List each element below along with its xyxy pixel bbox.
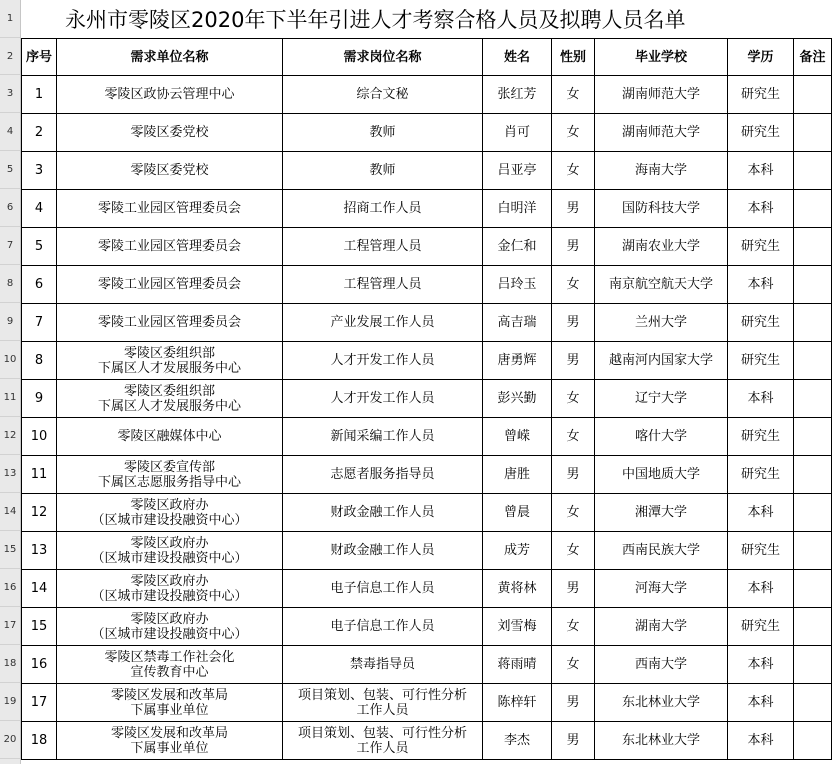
row-number[interactable]: 3 — [0, 75, 20, 113]
cell-position[interactable]: 财政金融工作人员 — [283, 532, 483, 570]
header-school[interactable]: 毕业学校 — [595, 39, 728, 76]
cell-name[interactable]: 高吉瑞 — [483, 304, 552, 342]
cell-gender[interactable]: 女 — [552, 76, 595, 114]
cell-seq[interactable]: 2 — [22, 114, 57, 152]
cell-seq[interactable]: 8 — [22, 342, 57, 380]
row-number[interactable]: 8 — [0, 265, 20, 303]
cell-position[interactable]: 工程管理人员 — [283, 228, 483, 266]
cell-gender[interactable]: 男 — [552, 570, 595, 608]
cell-remarks[interactable] — [794, 646, 832, 684]
cell-school[interactable]: 河海大学 — [595, 570, 728, 608]
cell-seq[interactable]: 6 — [22, 266, 57, 304]
cell-unit[interactable]: 零陵区政府办 （区城市建设投融资中心） — [57, 532, 283, 570]
cell-seq[interactable]: 7 — [22, 304, 57, 342]
cell-position[interactable]: 项目策划、包装、可行性分析 工作人员 — [283, 684, 483, 722]
cell-name[interactable]: 刘雪梅 — [483, 608, 552, 646]
table-row — [22, 152, 832, 190]
cell-remarks[interactable] — [794, 684, 832, 722]
cell-name[interactable]: 陈梓轩 — [483, 684, 552, 722]
cell-gender[interactable]: 女 — [552, 266, 595, 304]
row-number[interactable]: 10 — [0, 341, 20, 379]
cell-school[interactable]: 湖南大学 — [595, 608, 728, 646]
row-number[interactable]: 16 — [0, 569, 20, 607]
cell-school[interactable]: 辽宁大学 — [595, 380, 728, 418]
table-row — [22, 114, 832, 152]
header-gender[interactable]: 性别 — [552, 39, 595, 76]
cell-remarks[interactable] — [794, 152, 832, 190]
table-row — [22, 494, 832, 532]
sheet-title[interactable]: 永州市零陵区2020年下半年引进人才考察合格人员及拟聘人员名单 — [65, 8, 686, 32]
cell-remarks[interactable] — [794, 342, 832, 380]
row-number[interactable]: 17 — [0, 607, 20, 645]
cell-remarks[interactable] — [794, 494, 832, 532]
table-row — [22, 380, 832, 418]
cell-unit[interactable]: 零陵工业园区管理委员会 — [57, 266, 283, 304]
cell-degree[interactable]: 研究生 — [728, 532, 794, 570]
table-row — [22, 456, 832, 494]
cell-seq[interactable]: 17 — [22, 684, 57, 722]
cell-gender[interactable]: 女 — [552, 152, 595, 190]
cell-position[interactable]: 人才开发工作人员 — [283, 380, 483, 418]
cell-school[interactable]: 越南河内国家大学 — [595, 342, 728, 380]
cell-remarks[interactable] — [794, 190, 832, 228]
row-number[interactable]: 4 — [0, 113, 20, 151]
cell-seq[interactable]: 13 — [22, 532, 57, 570]
cell-name[interactable]: 唐勇辉 — [483, 342, 552, 380]
cell-name[interactable]: 张红芳 — [483, 76, 552, 114]
cell-name[interactable]: 成芳 — [483, 532, 552, 570]
row-number[interactable]: 19 — [0, 683, 20, 721]
row-number[interactable]: 1 — [0, 0, 20, 38]
cell-school[interactable]: 西南大学 — [595, 646, 728, 684]
cell-name[interactable]: 肖可 — [483, 114, 552, 152]
cell-degree[interactable]: 研究生 — [728, 456, 794, 494]
header-unit[interactable]: 需求单位名称 — [57, 39, 283, 76]
cell-name[interactable]: 唐胜 — [483, 456, 552, 494]
personnel-table — [21, 38, 832, 760]
table-row — [22, 532, 832, 570]
cell-degree[interactable]: 研究生 — [728, 304, 794, 342]
cell-unit[interactable]: 零陵区委党校 — [57, 114, 283, 152]
cell-degree[interactable]: 本科 — [728, 684, 794, 722]
cell-school[interactable]: 湖南农业大学 — [595, 228, 728, 266]
cell-unit[interactable]: 零陵区发展和改革局 下属事业单位 — [57, 684, 283, 722]
table-row — [22, 608, 832, 646]
cell-school[interactable]: 中国地质大学 — [595, 456, 728, 494]
header-remarks[interactable]: 备注 — [794, 39, 832, 76]
row-number[interactable]: 14 — [0, 493, 20, 531]
table-row — [22, 228, 832, 266]
cell-gender[interactable]: 女 — [552, 646, 595, 684]
cell-gender[interactable]: 男 — [552, 456, 595, 494]
cell-school[interactable]: 湖南师范大学 — [595, 76, 728, 114]
cell-degree[interactable]: 本科 — [728, 494, 794, 532]
cell-name[interactable]: 金仁和 — [483, 228, 552, 266]
cell-gender[interactable]: 男 — [552, 722, 595, 760]
cell-degree[interactable]: 研究生 — [728, 228, 794, 266]
cell-unit[interactable]: 零陵区政府办 （区城市建设投融资中心） — [57, 494, 283, 532]
cell-school[interactable]: 海南大学 — [595, 152, 728, 190]
cell-degree[interactable]: 本科 — [728, 266, 794, 304]
header-seq[interactable]: 序号 — [22, 39, 57, 76]
cell-school[interactable]: 湖南师范大学 — [595, 114, 728, 152]
cell-position[interactable]: 禁毒指导员 — [283, 646, 483, 684]
cell-remarks[interactable] — [794, 608, 832, 646]
cell-position[interactable]: 项目策划、包装、可行性分析 工作人员 — [283, 722, 483, 760]
cell-remarks[interactable] — [794, 418, 832, 456]
cell-school[interactable]: 西南民族大学 — [595, 532, 728, 570]
cell-position[interactable]: 教师 — [283, 114, 483, 152]
cell-unit[interactable]: 零陵区政协云管理中心 — [57, 76, 283, 114]
row-number[interactable]: 11 — [0, 379, 20, 417]
row-number[interactable]: 5 — [0, 151, 20, 189]
cell-name[interactable]: 白明洋 — [483, 190, 552, 228]
cell-unit[interactable]: 零陵区政府办 （区城市建设投融资中心） — [57, 608, 283, 646]
cell-remarks[interactable] — [794, 722, 832, 760]
cell-seq[interactable]: 11 — [22, 456, 57, 494]
cell-name[interactable]: 曾嵘 — [483, 418, 552, 456]
cell-name[interactable]: 蒋雨晴 — [483, 646, 552, 684]
row-number[interactable]: 6 — [0, 189, 20, 227]
row-number[interactable]: 18 — [0, 645, 20, 683]
cell-position[interactable]: 志愿者服务指导员 — [283, 456, 483, 494]
cell-gender[interactable]: 女 — [552, 380, 595, 418]
cell-position[interactable]: 产业发展工作人员 — [283, 304, 483, 342]
table-row — [22, 342, 832, 380]
cell-position[interactable]: 电子信息工作人员 — [283, 570, 483, 608]
cell-gender[interactable]: 女 — [552, 608, 595, 646]
cell-remarks[interactable] — [794, 266, 832, 304]
cell-remarks[interactable] — [794, 114, 832, 152]
cell-name[interactable]: 曾晨 — [483, 494, 552, 532]
cell-gender[interactable]: 男 — [552, 190, 595, 228]
cell-name[interactable]: 彭兴勤 — [483, 380, 552, 418]
cell-remarks[interactable] — [794, 304, 832, 342]
cell-remarks[interactable] — [794, 76, 832, 114]
table-row — [22, 190, 832, 228]
cell-seq[interactable]: 3 — [22, 152, 57, 190]
row-number[interactable]: 20 — [0, 721, 20, 759]
cell-gender[interactable]: 男 — [552, 304, 595, 342]
cell-remarks[interactable] — [794, 380, 832, 418]
cell-gender[interactable]: 男 — [552, 342, 595, 380]
cell-seq[interactable]: 12 — [22, 494, 57, 532]
row-number[interactable]: 15 — [0, 531, 20, 569]
cell-name[interactable]: 吕玲玉 — [483, 266, 552, 304]
cell-seq[interactable]: 16 — [22, 646, 57, 684]
cell-seq[interactable]: 4 — [22, 190, 57, 228]
cell-unit[interactable]: 零陵区发展和改革局 下属事业单位 — [57, 722, 283, 760]
cell-gender[interactable]: 女 — [552, 532, 595, 570]
cell-unit[interactable]: 零陵工业园区管理委员会 — [57, 304, 283, 342]
table-row — [22, 418, 832, 456]
cell-school[interactable]: 兰州大学 — [595, 304, 728, 342]
cell-seq[interactable]: 10 — [22, 418, 57, 456]
cell-seq[interactable]: 1 — [22, 76, 57, 114]
cell-remarks[interactable] — [794, 456, 832, 494]
cell-school[interactable]: 喀什大学 — [595, 418, 728, 456]
cell-unit[interactable]: 零陵区委党校 — [57, 152, 283, 190]
cell-degree[interactable]: 研究生 — [728, 608, 794, 646]
cell-school[interactable]: 国防科技大学 — [595, 190, 728, 228]
cell-gender[interactable]: 男 — [552, 228, 595, 266]
cell-position[interactable]: 财政金融工作人员 — [283, 494, 483, 532]
header-position[interactable]: 需求岗位名称 — [283, 39, 483, 76]
cell-gender[interactable]: 女 — [552, 418, 595, 456]
cell-degree[interactable]: 研究生 — [728, 114, 794, 152]
cell-school[interactable]: 东北林业大学 — [595, 684, 728, 722]
cell-position[interactable]: 教师 — [283, 152, 483, 190]
cell-seq[interactable]: 9 — [22, 380, 57, 418]
cell-unit[interactable]: 零陵区委组织部 下属区人才发展服务中心 — [57, 342, 283, 380]
cell-degree[interactable]: 研究生 — [728, 76, 794, 114]
row-number[interactable]: 2 — [0, 38, 20, 75]
cell-degree[interactable]: 本科 — [728, 380, 794, 418]
cell-school[interactable]: 湘潭大学 — [595, 494, 728, 532]
table-row — [22, 722, 832, 760]
header-name[interactable]: 姓名 — [483, 39, 552, 76]
header-degree[interactable]: 学历 — [728, 39, 794, 76]
cell-unit[interactable]: 零陵区委组织部 下属区人才发展服务中心 — [57, 380, 283, 418]
cell-position[interactable]: 工程管理人员 — [283, 266, 483, 304]
cell-degree[interactable]: 本科 — [728, 646, 794, 684]
row-number[interactable]: 13 — [0, 455, 20, 493]
cell-degree[interactable]: 本科 — [728, 570, 794, 608]
table-row — [22, 266, 832, 304]
row-number[interactable]: 12 — [0, 417, 20, 455]
cell-school[interactable]: 南京航空航天大学 — [595, 266, 728, 304]
cell-name[interactable]: 黄将林 — [483, 570, 552, 608]
cell-name[interactable]: 吕亚亭 — [483, 152, 552, 190]
row-header-column — [0, 0, 21, 764]
cell-degree[interactable]: 本科 — [728, 722, 794, 760]
cell-unit[interactable]: 零陵工业园区管理委员会 — [57, 190, 283, 228]
cell-seq[interactable]: 14 — [22, 570, 57, 608]
table-row — [22, 76, 832, 114]
table-row — [22, 684, 832, 722]
cell-remarks[interactable] — [794, 228, 832, 266]
cell-name[interactable]: 李杰 — [483, 722, 552, 760]
cell-position[interactable]: 综合文秘 — [283, 76, 483, 114]
cell-position[interactable]: 新闻采编工作人员 — [283, 418, 483, 456]
cell-school[interactable]: 东北林业大学 — [595, 722, 728, 760]
cell-degree[interactable]: 本科 — [728, 190, 794, 228]
cell-seq[interactable]: 15 — [22, 608, 57, 646]
cell-position[interactable]: 人才开发工作人员 — [283, 342, 483, 380]
table-row — [22, 570, 832, 608]
cell-unit[interactable]: 零陵区禁毒工作社会化 宣传教育中心 — [57, 646, 283, 684]
cell-unit[interactable]: 零陵工业园区管理委员会 — [57, 228, 283, 266]
cell-degree[interactable]: 研究生 — [728, 342, 794, 380]
cell-position[interactable]: 电子信息工作人员 — [283, 608, 483, 646]
cell-unit[interactable]: 零陵区融媒体中心 — [57, 418, 283, 456]
row-number[interactable]: 9 — [0, 303, 20, 341]
row-number[interactable]: 7 — [0, 227, 20, 265]
cell-unit[interactable]: 零陵区委宣传部 下属区志愿服务指导中心 — [57, 456, 283, 494]
cell-seq[interactable]: 5 — [22, 228, 57, 266]
cell-remarks[interactable] — [794, 532, 832, 570]
cell-gender[interactable]: 男 — [552, 684, 595, 722]
table-row — [22, 646, 832, 684]
cell-seq[interactable]: 18 — [22, 722, 57, 760]
cell-gender[interactable]: 女 — [552, 114, 595, 152]
cell-unit[interactable]: 零陵区政府办 （区城市建设投融资中心） — [57, 570, 283, 608]
cell-gender[interactable]: 女 — [552, 494, 595, 532]
cell-degree[interactable]: 本科 — [728, 152, 794, 190]
table-row — [22, 304, 832, 342]
header-row — [22, 39, 832, 76]
cell-remarks[interactable] — [794, 570, 832, 608]
cell-position[interactable]: 招商工作人员 — [283, 190, 483, 228]
cell-degree[interactable]: 研究生 — [728, 418, 794, 456]
